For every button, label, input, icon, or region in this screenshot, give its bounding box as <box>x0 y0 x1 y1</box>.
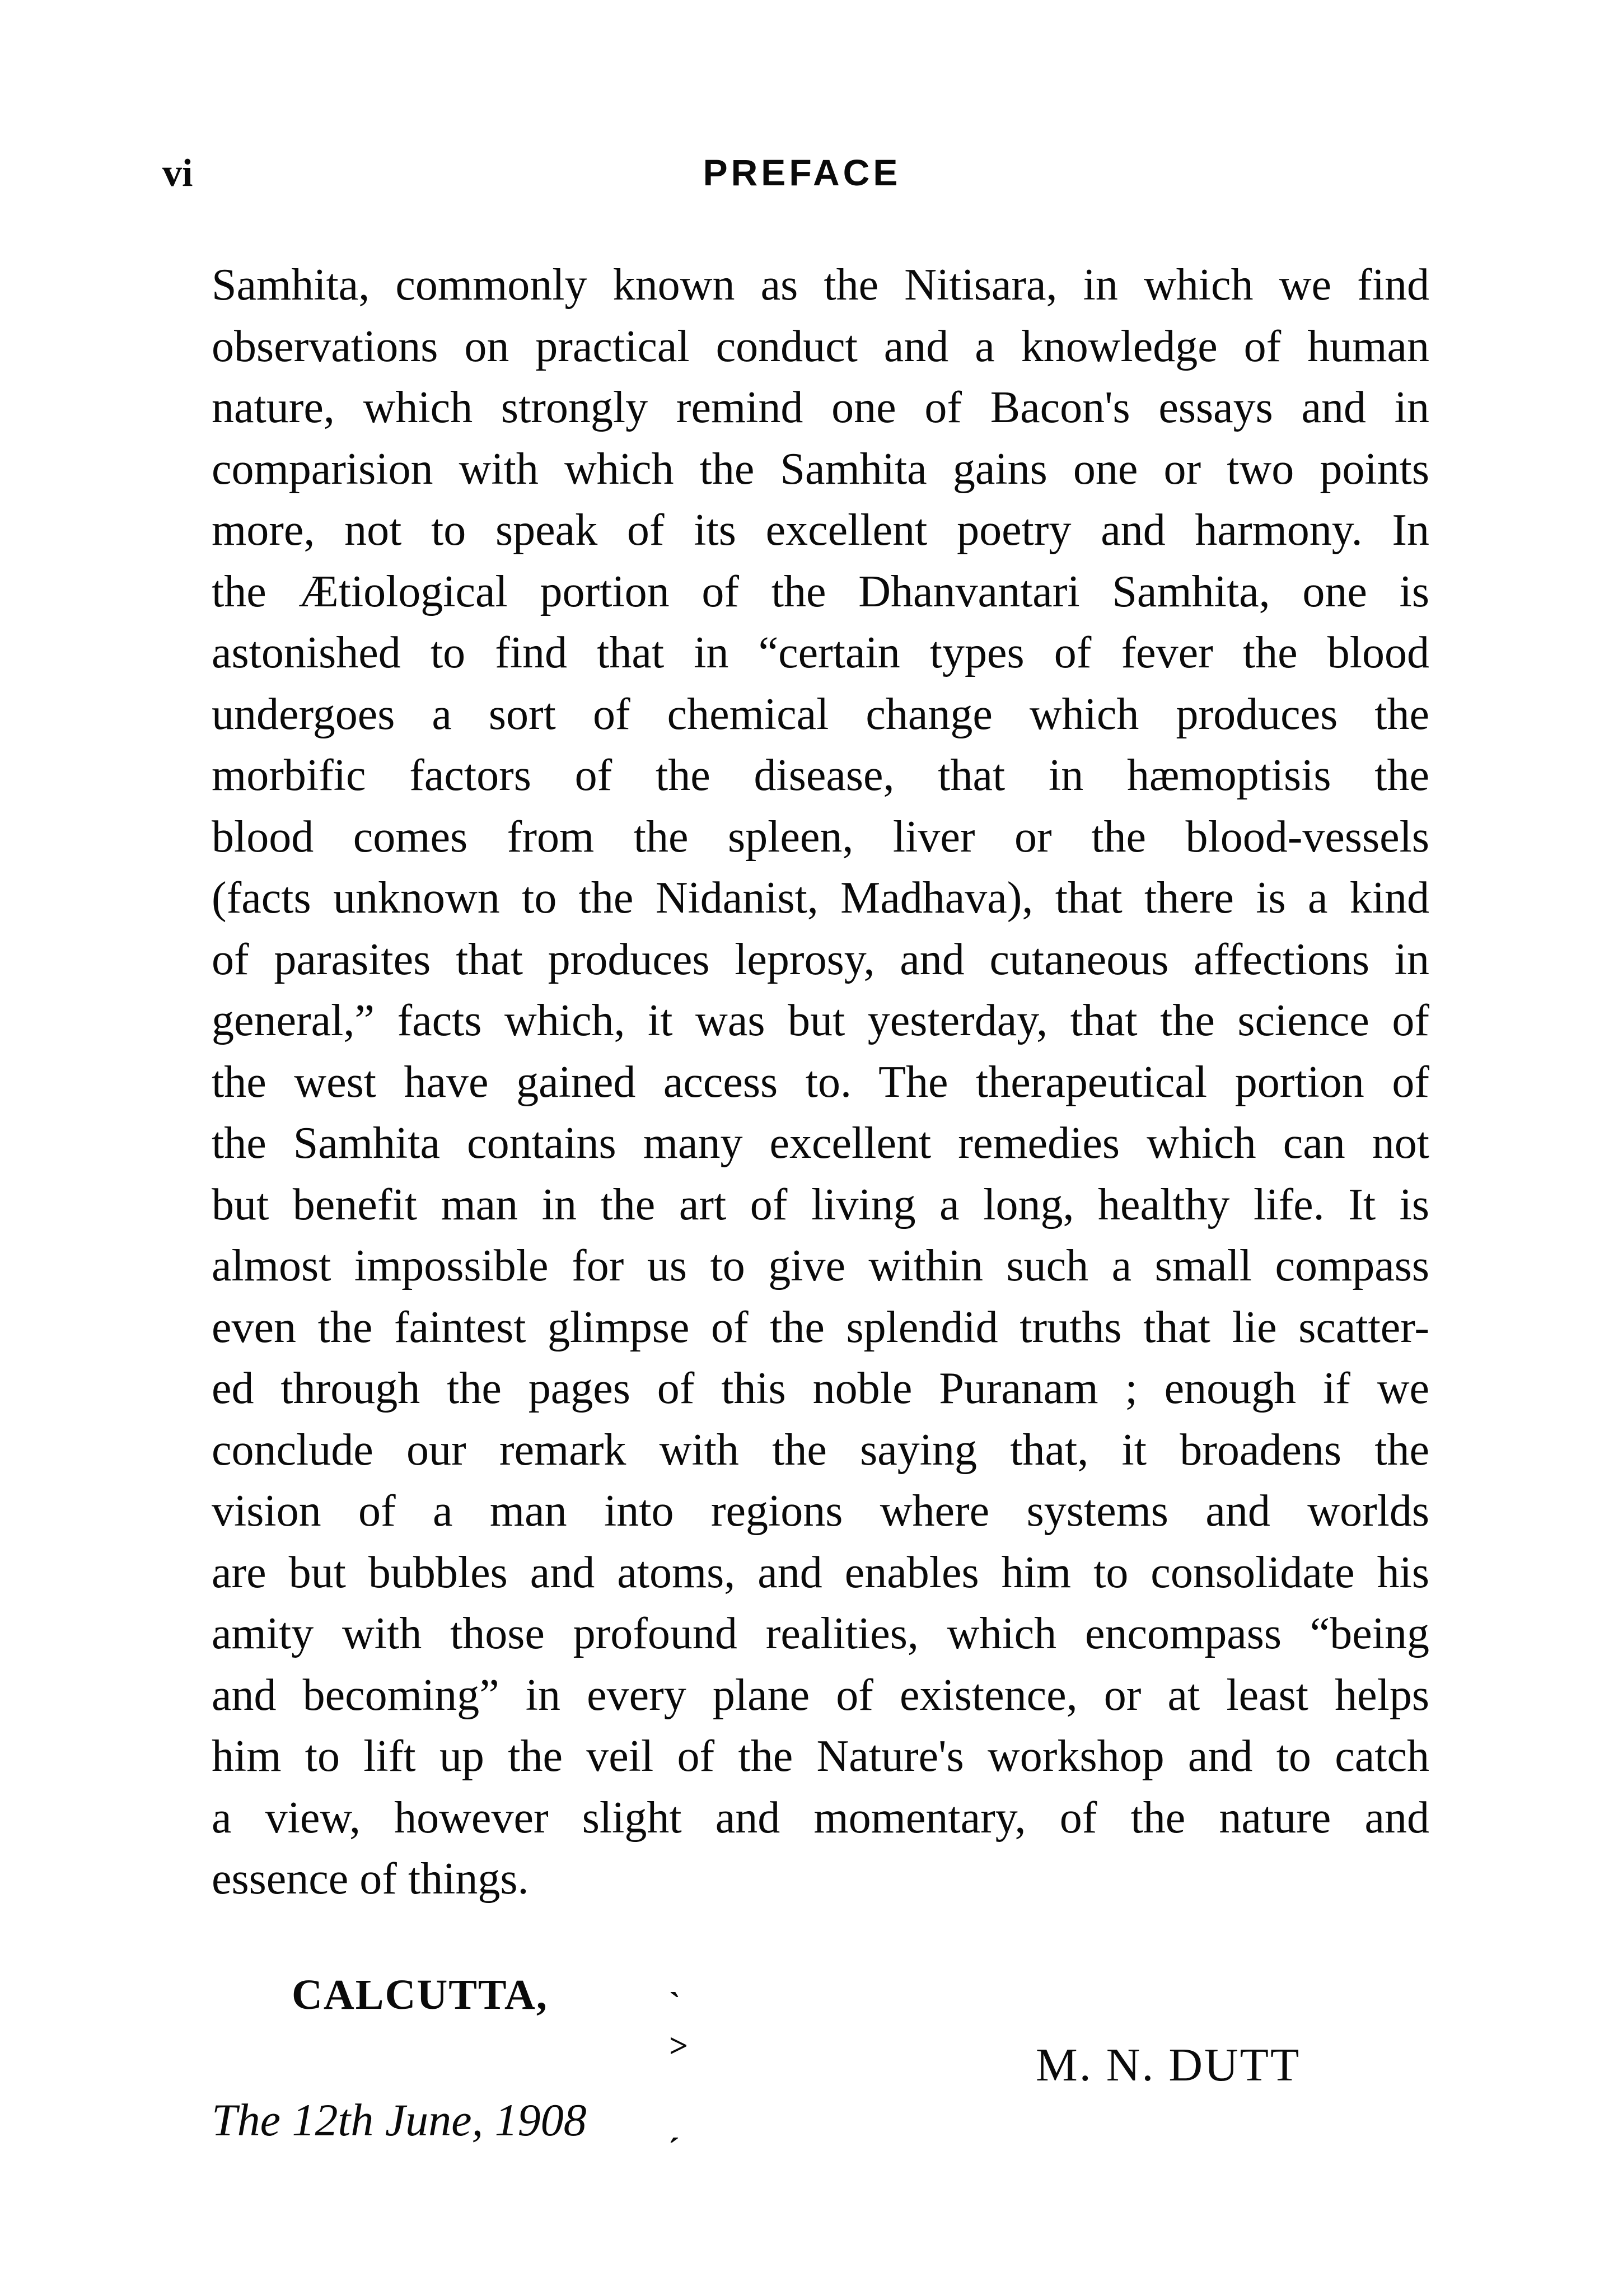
running-header: PREFACE <box>703 152 901 193</box>
text-line: essence of things. <box>212 1854 529 1904</box>
signature-place: CALCUTTA, <box>292 1971 548 2018</box>
page-number: vi <box>162 152 193 195</box>
text-line: amity with those profound realities, which encompass “being <box>212 1609 1429 1658</box>
text-line: the Samhita contains many excellent remedies which can not <box>212 1119 1429 1168</box>
text-line: more, not to speak of its excellent poetry and harmony. In <box>212 506 1429 555</box>
text-line: of parasites that produces leprosy, and cutaneous affections in <box>212 934 1429 984</box>
body-text <box>212 255 1429 1910</box>
text-line: almost impossible for us to give within such a small compass <box>212 1241 1429 1290</box>
text-line: blood comes from the spleen, liver or the blood-vessels <box>212 812 1429 862</box>
text-line: even the faintest glimpse of the splendid truths that lie scatter- <box>212 1302 1429 1352</box>
brace-mark: ˃ <box>669 2027 689 2064</box>
text-line: general,” facts which, it was but yesterday, that the science of <box>212 996 1429 1045</box>
text-line: a view, however slight and momentary, of the nature and <box>212 1793 1429 1843</box>
text-line: nature, which strongly remind one of Bacon's essays and in <box>212 383 1429 432</box>
text-line: morbific factors of the disease, that in hæmoptisis the <box>212 751 1429 800</box>
text-line: comparision with which the Samhita gains one or two points <box>212 444 1429 494</box>
brace-mark: ˎ <box>669 1960 680 1997</box>
text-line: the west have gained access to. The therapeutical portion of <box>212 1057 1429 1107</box>
text-line: astonished to find that in “certain types of fever the blood <box>212 628 1429 677</box>
text-line: are but bubbles and atoms, and enables him to consolidate his <box>212 1547 1429 1597</box>
signature-date: The 12th June, 1908 <box>212 2094 587 2145</box>
text-line: ed through the pages of this noble Puranam ; enough if we <box>212 1364 1429 1413</box>
text-line: (facts unknown to the Nidanist, Madhava), that there is a kind <box>212 873 1429 923</box>
text-line: undergoes a sort of chemical change which produces the <box>212 689 1429 739</box>
text-line: conclude our remark with the saying that, it broadens the <box>212 1425 1429 1475</box>
text-line: observations on practical conduct and a knowledge of human <box>212 321 1429 371</box>
text-line: him to lift up the veil of the Nature's workshop and to catch <box>212 1732 1429 1781</box>
text-line: and becoming” in every plane of existence, or at least helps <box>212 1670 1429 1720</box>
text-line: vision of a man into regions where systems and worlds <box>212 1486 1429 1536</box>
text-line: but benefit man in the art of living a long, healthy life. It is <box>212 1180 1429 1229</box>
brace-mark: ˏ <box>669 2106 680 2143</box>
text-line: Samhita, commonly known as the Nitisara, in which we find <box>212 260 1429 310</box>
text-line: the Ætiological portion of the Dhanvantari Samhita, one is <box>212 567 1429 616</box>
signature-author: M. N. DUTT <box>1036 2039 1301 2091</box>
